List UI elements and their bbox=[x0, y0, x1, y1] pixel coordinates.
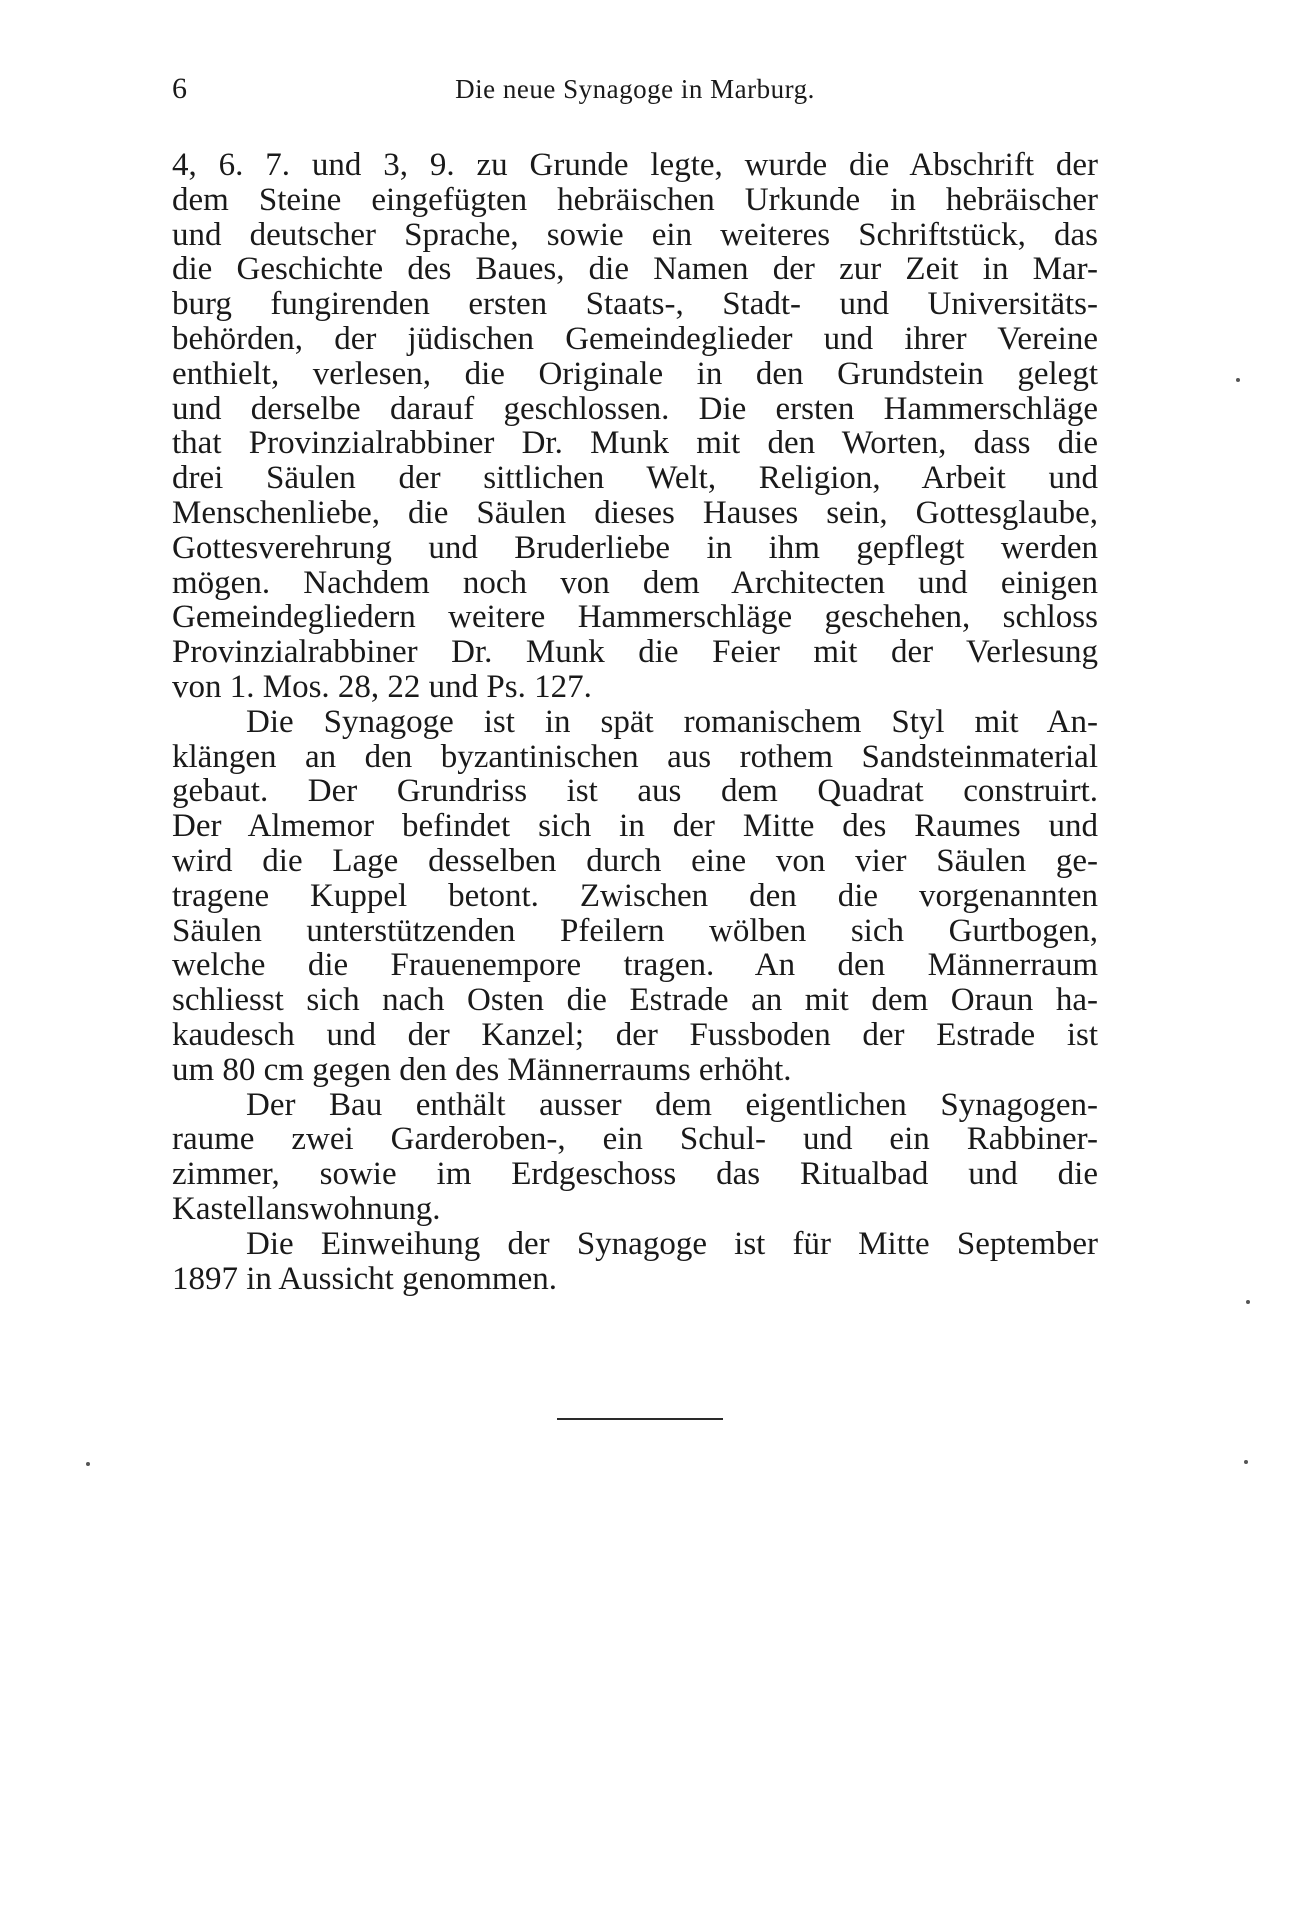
text-line: um 80 cm gegen den des Männerraums erhöht. bbox=[172, 1051, 792, 1088]
page-number: 6 bbox=[172, 72, 187, 105]
scan-speck bbox=[1236, 378, 1240, 382]
scan-speck bbox=[1244, 1460, 1248, 1464]
text-line: wird die Lage desselben durch eine von vier Säulen ge- bbox=[172, 842, 1098, 879]
text-line: kaudesch und der Kanzel; der Fussboden der Estrade ist bbox=[172, 1016, 1098, 1053]
text-line: gebaut. Der Grundriss ist aus dem Quadrat construirt. bbox=[172, 773, 1098, 810]
text-line: tragene Kuppel betont. Zwischen den die vorgenannten bbox=[172, 877, 1098, 914]
text-line: und derselbe darauf geschlossen. Die ersten Hammerschläge bbox=[172, 390, 1098, 427]
scan-speck bbox=[1246, 1300, 1250, 1304]
end-rule-divider bbox=[557, 1418, 723, 1420]
running-title: Die neue Synagoge in Marburg. bbox=[455, 74, 815, 104]
text-line: von 1. Mos. 28, 22 und Ps. 127. bbox=[172, 668, 592, 705]
text-line: die Geschichte des Baues, die Namen der zur Zeit in Mar- bbox=[172, 251, 1098, 288]
text-line: enthielt, verlesen, die Originale in den Grundstein gelegt bbox=[172, 355, 1098, 392]
text-line: 1897 in Aussicht genommen. bbox=[172, 1260, 557, 1297]
paragraph-3 bbox=[172, 1088, 1098, 1227]
text-line: klängen an den byzantinischen aus rothem Sandsteinmaterial bbox=[172, 738, 1098, 775]
text-line: burg fungirenden ersten Staats-, Stadt- und Universitäts- bbox=[172, 286, 1098, 323]
text-line: Gemeindegliedern weitere Hammerschläge geschehen, schloss bbox=[172, 599, 1098, 636]
text-line: raume zwei Garderoben-, ein Schul- und ein Rabbiner- bbox=[172, 1121, 1098, 1158]
text-line: that Provinzialrabbiner Dr. Munk mit den Worten, dass die bbox=[172, 425, 1098, 462]
text-line: drei Säulen der sittlichen Welt, Religion, Arbeit und bbox=[172, 460, 1098, 497]
scan-speck bbox=[86, 1462, 90, 1466]
text-line: zimmer, sowie im Erdgeschoss das Ritualbad und die bbox=[172, 1156, 1098, 1193]
paragraph-2 bbox=[172, 705, 1098, 1088]
text-line: Kastellanswohnung. bbox=[172, 1190, 441, 1227]
text-line: Der Bau enthält ausser dem eigentlichen Synagogen- bbox=[246, 1086, 1098, 1123]
paragraph-4 bbox=[172, 1227, 1098, 1297]
body-text bbox=[172, 148, 1098, 1296]
text-line: Provinzialrabbiner Dr. Munk die Feier mit der Verlesung bbox=[172, 634, 1098, 671]
running-head bbox=[172, 72, 1098, 112]
text-line: welche die Frauenempore tragen. An den Männerraum bbox=[172, 947, 1098, 984]
text-line: Die Synagoge ist in spät romanischem Styl mit An- bbox=[246, 703, 1098, 740]
text-line: Menschenliebe, die Säulen dieses Hauses sein, Gottesglaube, bbox=[172, 494, 1098, 531]
text-line: schliesst sich nach Osten die Estrade an mit dem Oraun ha- bbox=[172, 982, 1098, 1019]
text-line: dem Steine eingefügten hebräischen Urkunde in hebräischer bbox=[172, 181, 1098, 218]
text-line: behörden, der jüdischen Gemeindeglieder und ihrer Vereine bbox=[172, 320, 1098, 357]
text-line: 4, 6. 7. und 3, 9. zu Grunde legte, wurde die Abschrift der bbox=[172, 147, 1098, 183]
text-line: Der Almemor befindet sich in der Mitte des Raumes und bbox=[172, 808, 1098, 845]
paragraph-1 bbox=[172, 148, 1098, 705]
text-line: und deutscher Sprache, sowie ein weiteres Schriftstück, das bbox=[172, 216, 1098, 253]
text-line: Säulen unterstützenden Pfeilern wölben sich Gurtbogen, bbox=[172, 912, 1098, 949]
text-line: Gottesverehrung und Bruderliebe in ihm gepflegt werden bbox=[172, 529, 1098, 566]
text-line: mögen. Nachdem noch von dem Architecten und einigen bbox=[172, 564, 1098, 601]
text-line: Die Einweihung der Synagoge ist für Mitte September bbox=[246, 1225, 1098, 1262]
